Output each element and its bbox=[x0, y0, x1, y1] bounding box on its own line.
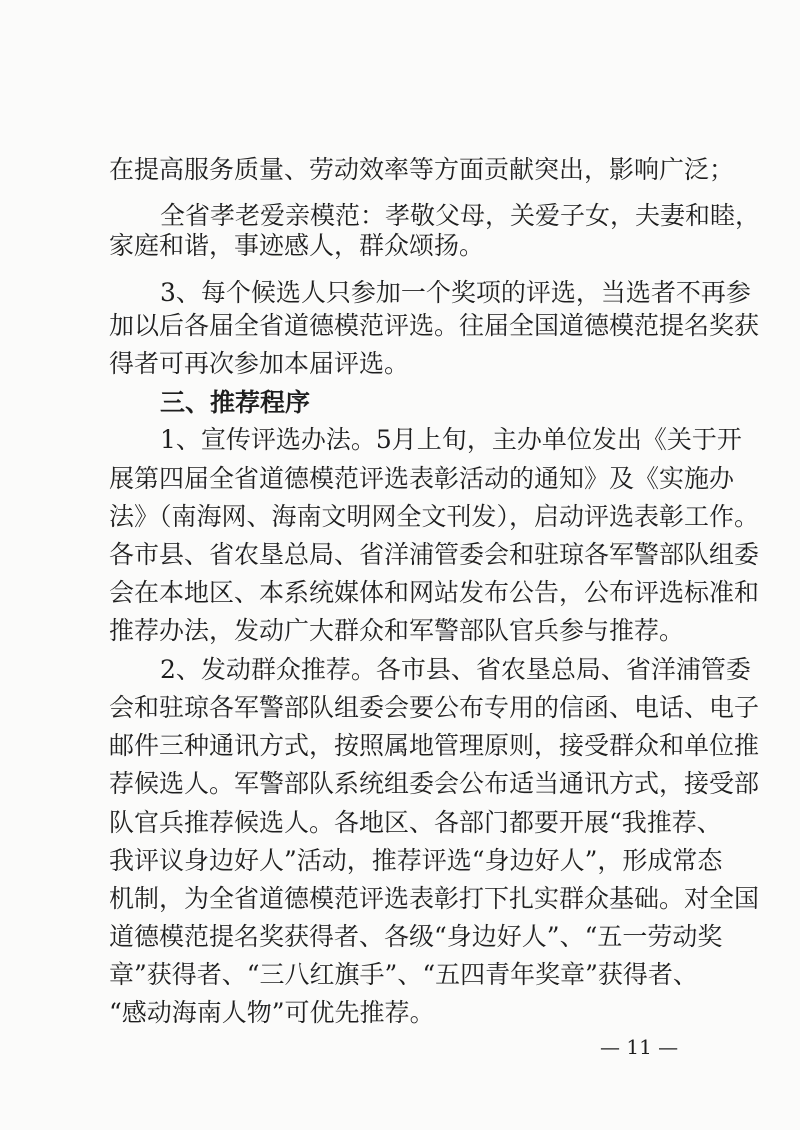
body-text-line: 我评议身边好人”活动，推荐评选“身边好人”，形成常态 bbox=[109, 846, 723, 875]
body-text-line: “感动海南人物”可优先推荐。 bbox=[109, 998, 435, 1027]
body-text-line: 会和驻琼各军警部队组委会要公布专用的信函、电话、电子 bbox=[109, 693, 760, 722]
body-text-line: 各市县、省农垦总局、省洋浦管委会和驻琼各军警部队组委 bbox=[109, 540, 760, 569]
body-text-line: 法》（南海网、海南文明网全文刊发），启动评选表彰工作。 bbox=[109, 502, 760, 531]
body-text-line: 1、宣传评选办法。5月上旬，主办单位发出《关于开 bbox=[160, 425, 742, 454]
page-number: — 11 — bbox=[600, 1035, 679, 1059]
body-text-line: 荐候选人。军警部队系统组委会公布适当通讯方式，接受部 bbox=[109, 769, 760, 798]
body-text-line: 家庭和谐，事迹感人，群众颂扬。 bbox=[109, 231, 485, 260]
body-text-line: 机制，为全省道德模范评选表彰打下扎实群众基础。对全国 bbox=[109, 884, 760, 913]
body-text-line: 2、发动群众推荐。各市县、省农垦总局、省洋浦管委 bbox=[160, 655, 751, 684]
body-text-line: 道德模范提名奖获得者、各级“身边好人”、“五一劳动奖 bbox=[109, 922, 723, 951]
body-text-line: 会在本地区、本系统媒体和网站发布公告，公布评选标准和 bbox=[109, 578, 760, 607]
body-text-line: 章”获得者、“三八红旗手”、“五四青年奖章”获得者、 bbox=[109, 960, 698, 989]
section-heading: 三、推荐程序 bbox=[160, 388, 311, 417]
body-text-line: 全省孝老爱亲模范：孝敬父母，关爱子女，夫妻和睦， bbox=[160, 201, 761, 230]
body-text-line: 加以后各届全省道德模范评选。往届全国道德模范提名奖获 bbox=[109, 311, 760, 340]
body-text-line: 展第四届全省道德模范评选表彰活动的通知》及《实施办 bbox=[109, 464, 735, 493]
body-text-line: 得者可再次参加本届评选。 bbox=[109, 349, 410, 378]
body-text-line: 队官兵推荐候选人。各地区、各部门都要开展“我推荐、 bbox=[109, 808, 722, 837]
body-text-line: 在提高服务质量、劳动效率等方面贡献突出，影响广泛； bbox=[109, 155, 735, 184]
body-text-line: 邮件三种通讯方式，按照属地管理原则，接受群众和单位推 bbox=[109, 731, 760, 760]
body-text-line: 推荐办法，发动广大群众和军警部队官兵参与推荐。 bbox=[109, 616, 685, 645]
body-text-line: 3、每个候选人只参加一个奖项的评选，当选者不再参 bbox=[160, 278, 751, 307]
